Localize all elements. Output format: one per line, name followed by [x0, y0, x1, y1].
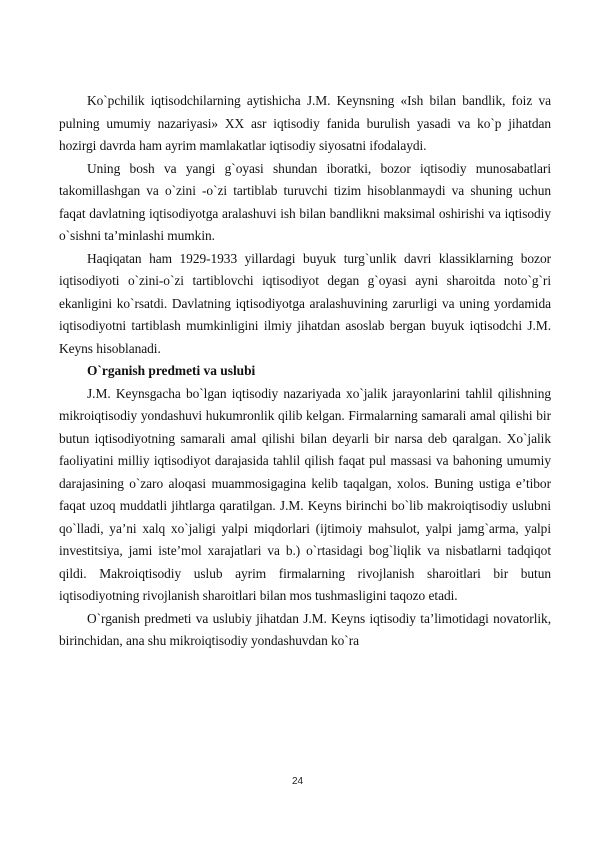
- paragraph-1: Ko`pchilik iqtisodchilarning aytishicha J.M. Keynsning «Ish bilan bandlik, foiz va pulning umumiy nazariyasi» XX asr iqtisodiy fanida burulish yasadi va ko`p jihatdan hozirgi davrda ham ayrim mamlakatlar iqtisodiy siyosatni ifodalaydi.: [59, 93, 551, 153]
- paragraph-4: J.M. Keynsgacha bo`lgan iqtisodiy nazariyada xo`jalik jarayonlarini tahlil qilishning mikroiqtisodiy yondashuvi hukumronlik qilib kelgan. Firmalarning samarali amal qilishi bir butun iqtisodiyotning samarali amal qilishi bilan deyarli bir narsa deb qaralgan. Xo`jalik faoliyatini milliy iqtisodiyot darajasida tahlil qilish faqat pul massasi va bahoning umumiy darajasining o`zaro aloqasi muammosigagina kelib taqalgan, xolos. Buning ustiga e’tibor faqat uzoq muddatli jihtlarga qaratilgan. J.M. Keyns birinchi bo`lib makroiqtisodiy uslubni qo`lladi, ya’ni xalq xo`jaligi yalpi miqdorlari (ijtimoiy mahsulot, yalpi jamg`arma, yalpi investitsiya, jami iste’mol xarajatlari va b.) o`rtasidagi bog`liqlik va nisbatlarni tadqiqot qildi. Makroiqtisodiy uslub ayrim firmalarning rivojlanish sharoitlari bir butun iqtisodiyotning rivojlanish sharoitlari bilan mos tushmasligini taqozo etadi.: [59, 385, 551, 603]
- paragraph-3: Haqiqatan ham 1929-1933 yillardagi buyuk turg`unlik davri klassiklarning bozor iqtisodiyoti o`zini-o`zi tartiblovchi iqtisodiyot degan g`oyasi ayni sharoitda noto`g`ri ekanligini ko`rsatdi. Davlatning iqtisodiyotga aralashuvining zarurligi va uning yordamida iqtisodiyotni tartiblash mumkinligini ilmiy jihatdan asoslab bergan buyuk iqtisodchi J.M. Keyns hisoblanadi.: [59, 250, 551, 356]
- page-number: 24: [291, 776, 304, 787]
- document-body: [59, 90, 551, 653]
- paragraph-2: Uning bosh va yangi g`oyasi shundan iboratki, bozor iqtisodiy munosabatlari takomillashgan va o`zini -o`zi tartiblab turuvchi tizim hisoblanmaydi va shuning uchun faqat davlatning iqtisodiyotga aralashuvi ish bilan bandlikni maksimal oshirishi va iqtisodiy o`sishni ta’minlashi mumkin.: [59, 160, 551, 243]
- paragraph-5: O`rganish predmeti va uslubiy jihatdan J.M. Keyns iqtisodiy ta’limotidagi novatorlik, birinchidan, ana shu mikroiqtisodiy yondashuvdan ko`ra: [59, 610, 551, 648]
- section-heading: O`rganish predmeti va uslubi: [87, 363, 256, 378]
